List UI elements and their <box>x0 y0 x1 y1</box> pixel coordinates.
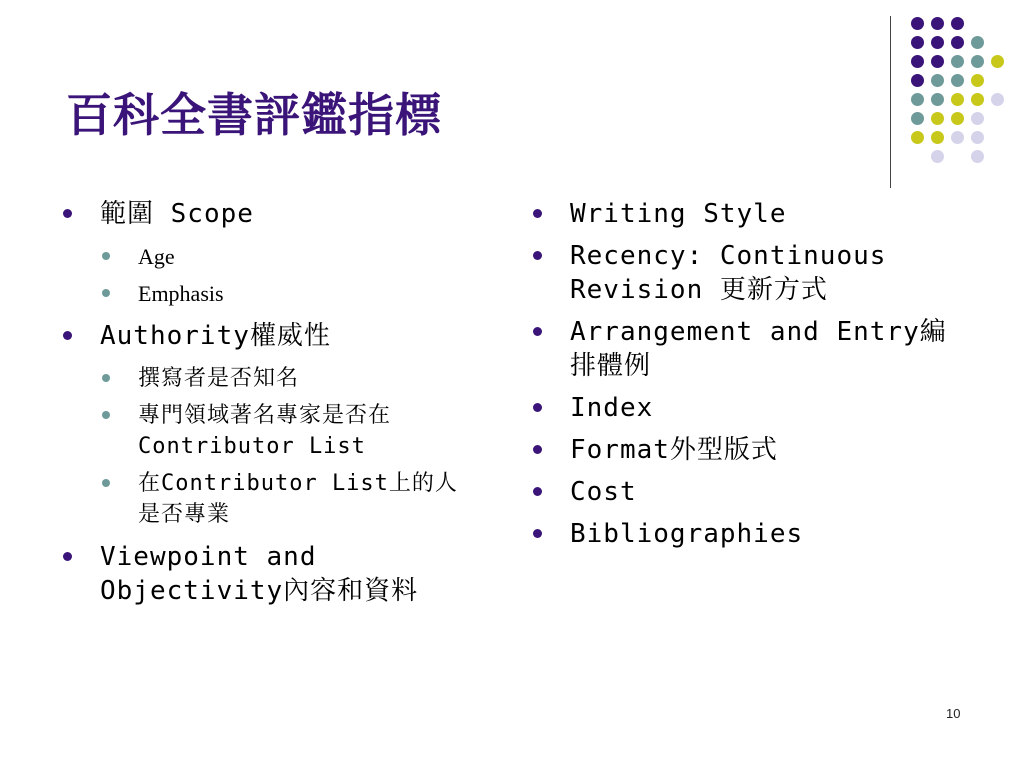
list-item-arrangement <box>532 315 972 383</box>
decor-dot <box>951 17 964 30</box>
bullet-icon <box>533 445 542 454</box>
decor-dot <box>931 131 944 144</box>
decor-dot <box>991 93 1004 106</box>
decor-dot <box>931 36 944 49</box>
bullet-icon <box>63 209 72 218</box>
sub-item-label: 撰寫者是否知名 <box>138 366 300 391</box>
bullet-icon <box>533 529 542 538</box>
right-column <box>532 197 972 561</box>
list-item-bibliographies <box>532 517 972 551</box>
decor-dot <box>931 93 944 106</box>
decor-dot <box>991 55 1004 68</box>
decor-dot <box>911 131 924 144</box>
decor-dot <box>911 112 924 125</box>
bullet-icon <box>63 552 72 561</box>
list-item-cost <box>532 475 972 509</box>
bullet-icon <box>533 251 542 260</box>
sub-bullet-icon <box>102 374 110 382</box>
bullet-icon <box>533 487 542 496</box>
decor-dot <box>971 36 984 49</box>
decor-dot <box>931 17 944 30</box>
sub-item-age <box>100 241 482 272</box>
sub-bullet-icon <box>102 252 110 260</box>
decor-dot <box>971 55 984 68</box>
sub-item-label: 在Contributor List上的人是否專業 <box>138 471 458 527</box>
decor-dot <box>951 131 964 144</box>
sub-item-experts-listed <box>100 400 478 462</box>
title-divider-line <box>890 16 891 188</box>
sub-item-label: 專門領域著名專家是否在Contributor List <box>138 403 392 459</box>
list-item-label: Recency: Continuous Revision 更新方式 <box>570 241 887 305</box>
decor-dot <box>931 112 944 125</box>
decor-dot <box>971 112 984 125</box>
decor-dot <box>931 55 944 68</box>
sub-bullet-icon <box>102 479 110 487</box>
sub-item-label: Emphasis <box>138 281 224 306</box>
bullet-icon <box>533 209 542 218</box>
list-item-label: Index <box>570 393 654 423</box>
list-item-label: Format外型版式 <box>570 435 778 465</box>
list-item-scope <box>62 197 482 231</box>
decorative-dot-grid <box>905 10 1015 170</box>
list-item-label: Authority權威性 <box>100 321 331 351</box>
decor-dot <box>911 93 924 106</box>
decor-dot <box>911 55 924 68</box>
decor-dot <box>911 74 924 87</box>
list-item-index <box>532 391 972 425</box>
decor-dot <box>911 36 924 49</box>
list-item-format <box>532 433 972 467</box>
bullet-icon <box>63 331 72 340</box>
decor-dot <box>951 55 964 68</box>
decor-dot <box>931 74 944 87</box>
sub-item-emphasis <box>100 278 482 309</box>
list-item-label: Cost <box>570 477 637 507</box>
left-column <box>62 197 482 618</box>
decor-dot <box>951 74 964 87</box>
sub-bullet-icon <box>102 411 110 419</box>
list-item-authority <box>62 319 482 353</box>
list-item-recency <box>532 239 972 307</box>
decor-dot <box>951 112 964 125</box>
list-item-label: 範圍 Scope <box>100 199 254 229</box>
decor-dot <box>931 150 944 163</box>
slide-title: 百科全書評鑑指標 <box>66 88 442 142</box>
decor-dot <box>971 150 984 163</box>
decor-dot <box>951 36 964 49</box>
sub-item-label: Age <box>138 244 175 269</box>
list-item-label: Viewpoint and Objectivity內容和資料 <box>100 542 419 606</box>
decor-dot <box>911 17 924 30</box>
decor-dot <box>971 74 984 87</box>
sub-item-author-known <box>100 363 482 394</box>
list-item-label: Bibliographies <box>570 519 804 549</box>
sub-item-contributors-professional <box>100 468 478 530</box>
list-item-label: Writing Style <box>570 199 787 229</box>
list-item-label: Arrangement and Entry編排體例 <box>570 317 947 381</box>
list-item-viewpoint <box>62 540 470 608</box>
decor-dot <box>971 131 984 144</box>
decor-dot <box>951 93 964 106</box>
sub-bullet-icon <box>102 289 110 297</box>
bullet-icon <box>533 403 542 412</box>
list-item-writing-style <box>532 197 972 231</box>
page-number: 10 <box>946 706 961 721</box>
decor-dot <box>971 93 984 106</box>
bullet-icon <box>533 327 542 336</box>
